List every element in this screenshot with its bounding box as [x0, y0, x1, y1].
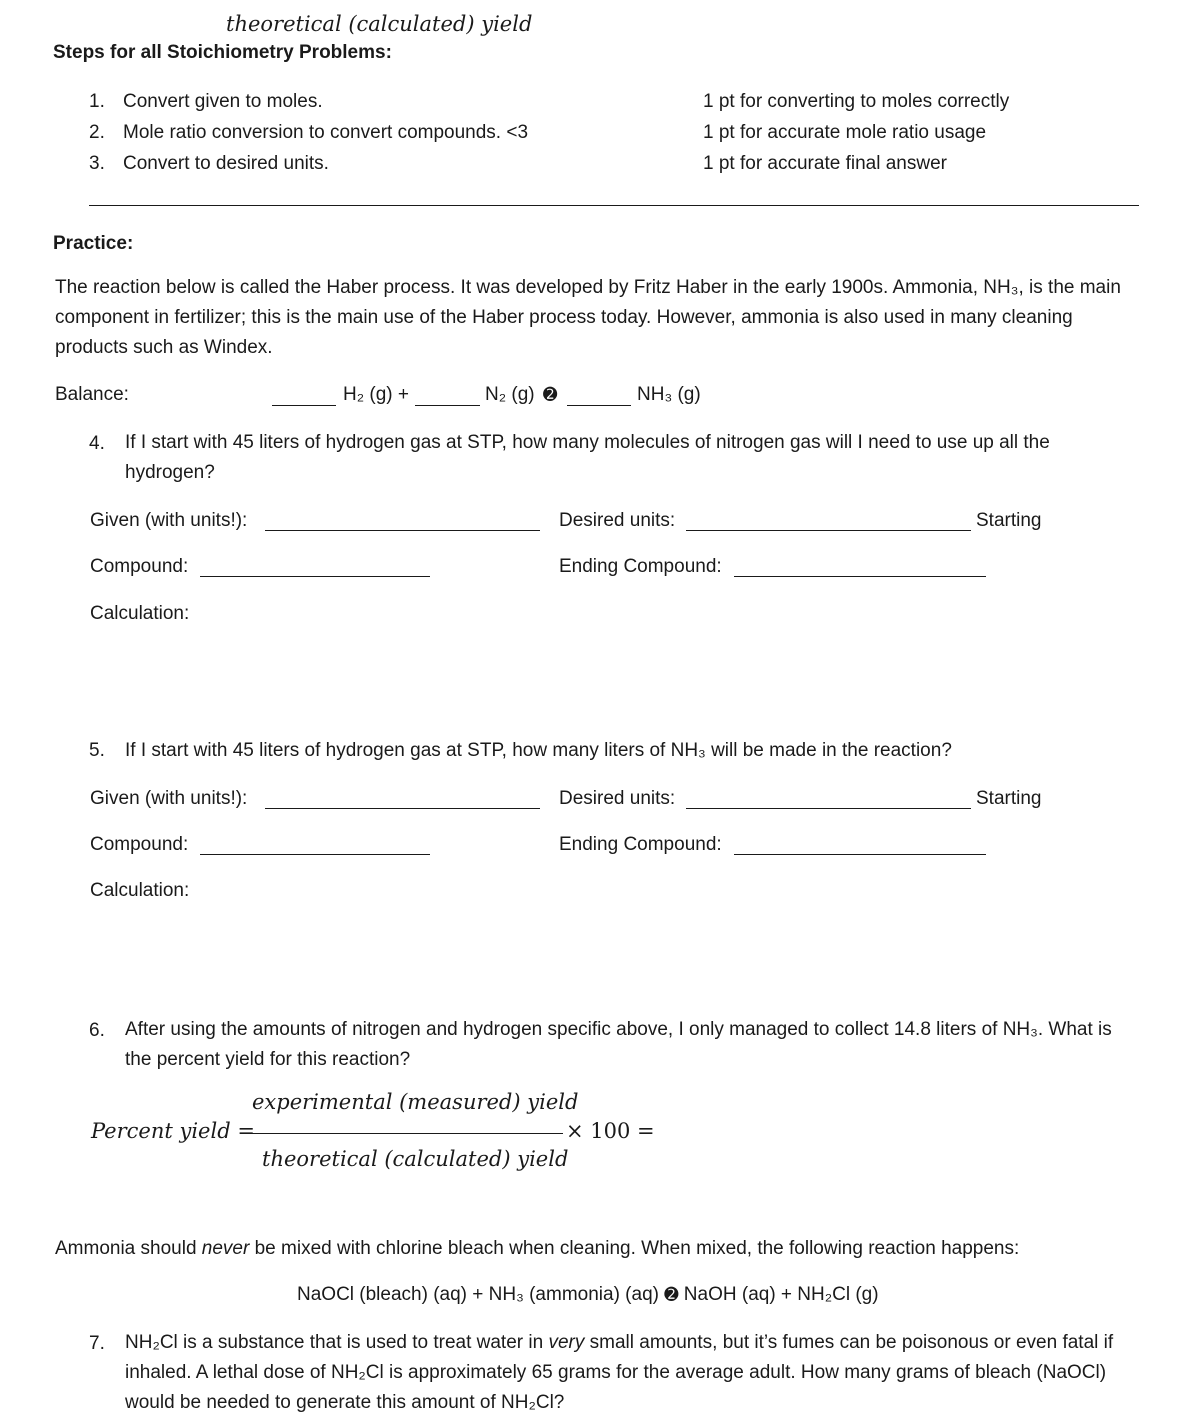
equation-h2: H₂ (g) + [343, 384, 409, 405]
fraction-bar [249, 1133, 563, 1134]
q4-given-field[interactable] [265, 530, 540, 531]
q4-ending-compound-field[interactable] [734, 576, 986, 577]
q5-starting-compound-field[interactable] [200, 854, 430, 855]
balance-label: Balance: [55, 384, 129, 405]
q7-text-pre: NH₂Cl is a substance that is used to treat water in [125, 1332, 549, 1353]
coefficient-blank-n2[interactable] [415, 405, 480, 406]
calculation-label: Calculation: [90, 603, 190, 624]
q6-number: 6. [89, 1020, 105, 1041]
bleach-intro-pre: Ammonia should [55, 1238, 202, 1259]
q4-number: 4. [89, 433, 105, 454]
q7-text [125, 1328, 1130, 1418]
formula-fragment-top: theoretical (calculated) yield [226, 12, 533, 36]
starting-label: Starting [976, 788, 1042, 809]
equation-nh3: NH₃ (g) [637, 384, 701, 405]
coefficient-blank-h2[interactable] [272, 405, 336, 406]
equation-n2: N₂ (g) [485, 384, 535, 405]
q5-number: 5. [89, 740, 105, 761]
formula-denominator: theoretical (calculated) yield [262, 1147, 569, 1171]
step-text: Convert given to moles. [123, 91, 323, 112]
step-points-2: 1 pt for accurate mole ratio usage [703, 122, 987, 143]
q5-given-field[interactable] [265, 808, 540, 809]
given-label: Given (with units!): [90, 788, 248, 809]
bleach-intro-post: be mixed with chlorine bleach when cleaning. When mixed, the following reaction happens: [249, 1238, 1020, 1259]
calculation-label: Calculation: [90, 880, 190, 901]
q5-text: If I start with 45 liters of hydrogen gas at STP, how many liters of NH₃ will be made in the reaction? [125, 740, 952, 761]
step-item-1 [89, 92, 323, 111]
step-item-2 [89, 123, 528, 142]
bleach-intro [55, 1239, 1019, 1258]
starting-label: Starting [976, 510, 1042, 531]
step-points-3: 1 pt for accurate final answer [703, 153, 947, 174]
steps-heading: Steps for all Stoichiometry Problems: [53, 42, 392, 63]
step-item-3 [89, 154, 329, 173]
bleach-reaction [297, 1285, 879, 1304]
given-label: Given (with units!): [90, 510, 248, 531]
reaction-arrow-icon: ➋ [543, 385, 558, 404]
q6-text: After using the amounts of nitrogen and hydrogen specific above, I only managed to collect 14.8 liters of NH₃. What is the percent yield for this reaction? [125, 1019, 1112, 1070]
bleach-intro-emphasis: never [201, 1238, 250, 1259]
q7-number: 7. [89, 1333, 105, 1354]
q4-starting-compound-field[interactable] [200, 576, 430, 577]
formula-numerator: experimental (measured) yield [252, 1090, 579, 1114]
step-text: Convert to desired units. [123, 153, 329, 174]
desired-label: Desired units: [559, 510, 676, 531]
reaction-right: NaOH (aq) + NH₂Cl (g) [683, 1284, 879, 1305]
compound-label: Compound: [90, 556, 189, 577]
step-number: 1. [89, 91, 105, 112]
practice-heading: Practice: [53, 233, 134, 254]
step-number: 3. [89, 153, 105, 174]
ending-compound-label: Ending Compound: [559, 556, 722, 577]
q7-text-post: small amounts, but it’s fumes can be poisonous or even fatal if inhaled. A lethal dose of NH₂Cl is approximately 65 grams for the average adult. How many grams of bleach (NaOCl) would be needed to generate this amount of NH₂Cl? [125, 1332, 1114, 1413]
q5-desired-field[interactable] [686, 808, 971, 809]
formula-rhs: × 100 = [566, 1119, 655, 1143]
step-points-1: 1 pt for converting to moles correctly [703, 91, 1010, 112]
q7-text-emphasis: very [548, 1332, 585, 1353]
step-text: Mole ratio conversion to convert compounds. <3 [123, 122, 529, 143]
section-divider [89, 205, 1139, 206]
q4-desired-field[interactable] [686, 530, 971, 531]
q5-ending-compound-field[interactable] [734, 854, 986, 855]
compound-label: Compound: [90, 834, 189, 855]
practice-intro: The reaction below is called the Haber process. It was developed by Fritz Haber in the early 1900s. Ammonia, NH₃, is the main component in fertilizer; this is the main use of the Haber process today. However, ammonia is also used in many cleaning products such as Windex. [55, 277, 1121, 358]
formula-lhs: Percent yield = [91, 1119, 255, 1143]
desired-label: Desired units: [559, 788, 676, 809]
step-number: 2. [89, 122, 105, 143]
q4-text: If I start with 45 liters of hydrogen gas at STP, how many molecules of nitrogen gas will I need to use up all the hydrogen? [125, 432, 1050, 483]
reaction-left: NaOCl (bleach) (aq) + NH₃ (ammonia) (aq) [297, 1284, 659, 1305]
ending-compound-label: Ending Compound: [559, 834, 722, 855]
reaction-arrow-icon: ➋ [664, 1285, 679, 1304]
coefficient-blank-nh3[interactable] [567, 405, 631, 406]
